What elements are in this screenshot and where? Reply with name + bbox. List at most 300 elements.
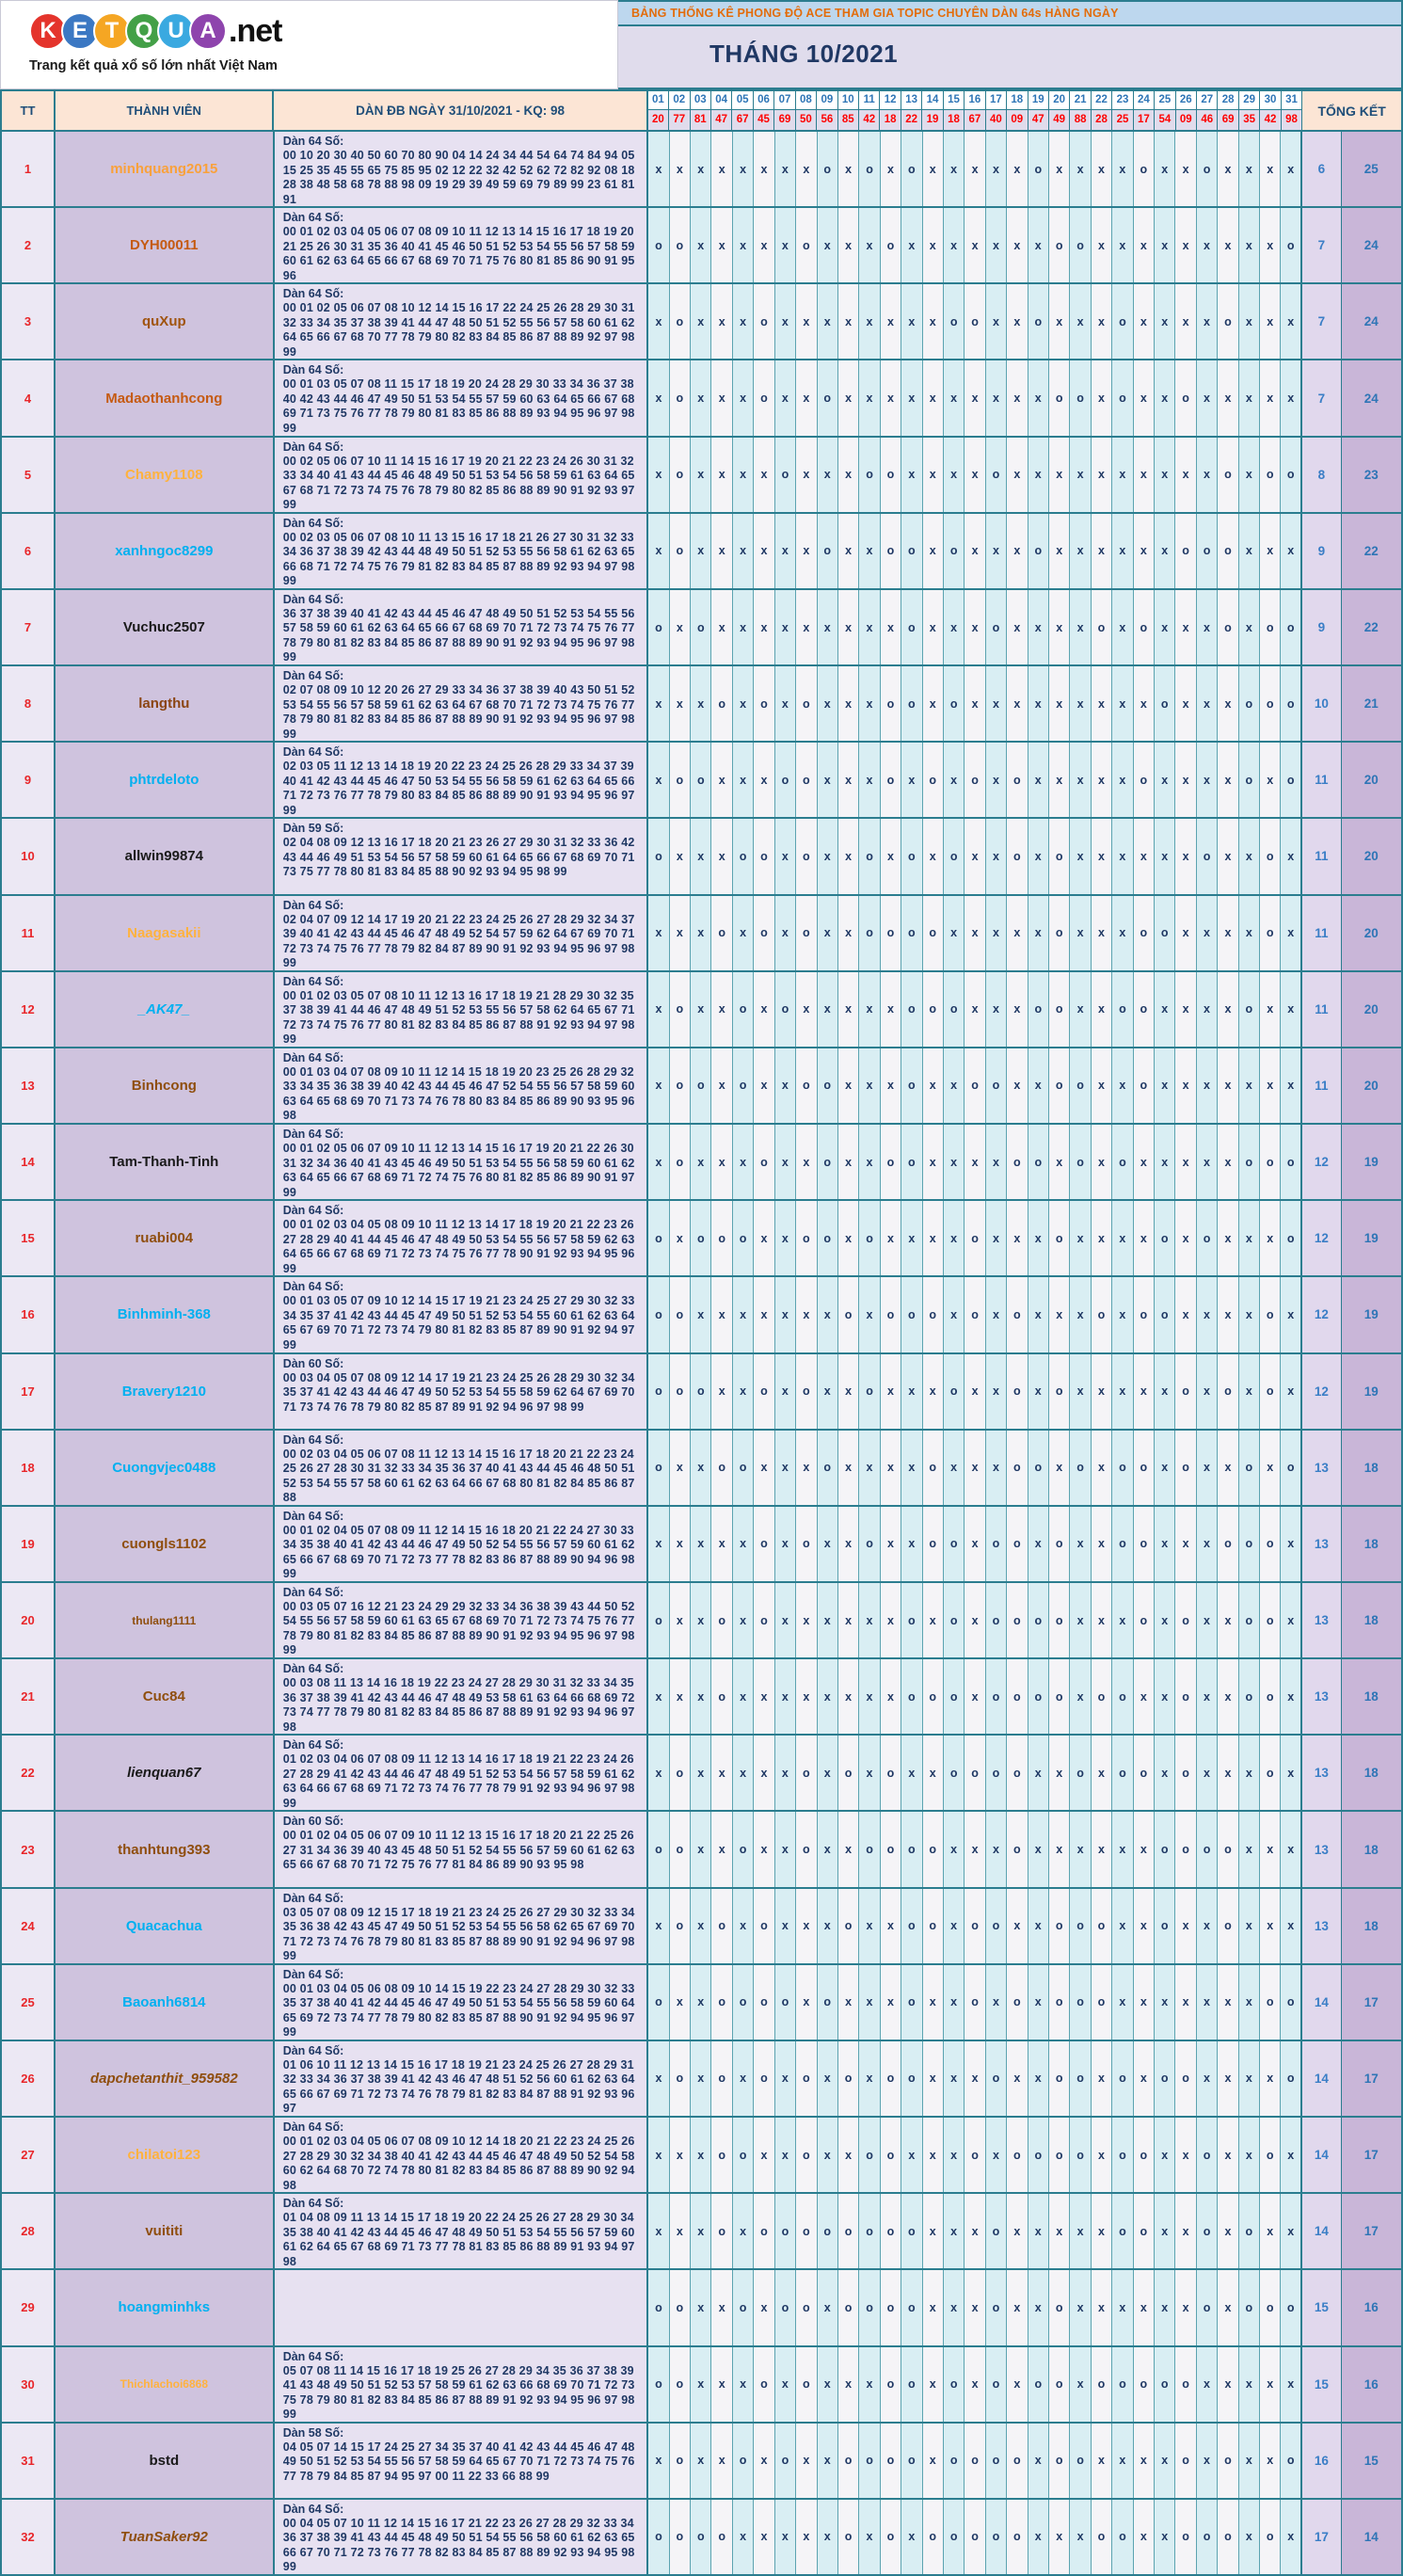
day-mark: x — [838, 1125, 859, 1199]
member-name[interactable]: vuititi — [56, 2194, 275, 2268]
day-mark: x — [986, 1812, 1007, 1886]
day-mark: x — [1239, 2500, 1260, 2574]
day-mark: x — [838, 1812, 859, 1886]
member-name[interactable]: thulang1111 — [56, 1583, 275, 1657]
day-mark: x — [754, 1201, 774, 1275]
day-mark: o — [796, 819, 817, 893]
day-mark: x — [986, 666, 1007, 741]
member-name[interactable]: Quacachua — [56, 1889, 275, 1963]
day-mark: x — [1218, 360, 1238, 435]
day-mark: o — [881, 438, 901, 512]
total-miss: 13 — [1302, 1736, 1342, 1810]
day-mark: x — [1092, 284, 1112, 359]
day-mark: x — [1092, 1812, 1112, 1886]
day-mark: x — [648, 284, 669, 359]
day-mark: o — [1007, 1812, 1028, 1886]
day-mark: x — [1155, 2500, 1175, 2574]
total-hit: 24 — [1342, 284, 1403, 359]
day-result: 77 — [669, 110, 690, 131]
day-mark: o — [1197, 2270, 1218, 2344]
member-name[interactable]: hoangminhks — [56, 2270, 275, 2344]
day-mark: o — [733, 1431, 754, 1505]
member-name[interactable]: lienquan67 — [56, 1736, 275, 1810]
day-mark: x — [1281, 1659, 1301, 1734]
row-index: 10 — [2, 819, 56, 893]
day-mark: o — [1197, 2500, 1218, 2574]
day-mark: x — [986, 1277, 1007, 1352]
day-mark: o — [923, 896, 944, 970]
day-mark: o — [986, 1583, 1007, 1657]
member-name[interactable]: allwin99874 — [56, 819, 275, 893]
member-name[interactable]: cuongls1102 — [56, 1507, 275, 1581]
day-mark: x — [691, 2270, 711, 2344]
day-mark: x — [1092, 972, 1112, 1047]
day-mark: x — [670, 1965, 691, 2040]
day-mark: o — [1049, 1659, 1070, 1734]
dan-numbers: 00 01 02 03 04 05 06 07 08 09 10 11 12 13 14 15 16 17 18 19 20 21 25 26 30 31 35 36 40 41 45 46 50 51 52 53 54 55 56 57 58 59 60 61 62 63 64 65 66 67 68 69 70 71 75 76 80 81 85 86 90 91 95 96 — [282, 225, 635, 282]
day-mark: x — [1239, 360, 1260, 435]
dan-label: Dàn 64 Số: — [282, 2120, 344, 2135]
day-mark: x — [670, 2194, 691, 2268]
day-mark: x — [1092, 1583, 1112, 1657]
dan-numbers: 00 03 05 07 16 12 21 23 24 29 29 32 33 34 36 38 39 43 44 50 52 54 55 56 57 58 59 60 61 63 65 67 68 69 70 71 72 73 74 75 76 77 78 79 80 81 82 83 84 85 86 87 88 89 90 91 92 93 94 95 96 97 98 99 — [282, 1599, 635, 1657]
day-mark: o — [818, 514, 838, 588]
dan-label: Dàn 64 Số: — [282, 1050, 344, 1064]
day-mark: x — [944, 1889, 965, 1963]
member-name[interactable]: chilatoi123 — [56, 2118, 275, 2192]
day-mark: o — [670, 1812, 691, 1886]
day-mark: x — [1155, 1354, 1175, 1429]
day-mark: o — [775, 972, 796, 1047]
day-mark: x — [901, 438, 922, 512]
day-mark: o — [965, 1048, 985, 1123]
row-index: 23 — [2, 1812, 56, 1886]
day-mark: o — [1281, 590, 1301, 664]
day-mark: x — [1049, 743, 1070, 817]
day-mark: o — [711, 896, 732, 970]
day-mark: o — [1070, 1125, 1091, 1199]
day-mark: x — [818, 2500, 838, 2574]
day-mark: x — [733, 1125, 754, 1199]
member-name[interactable]: xanhngoc8299 — [56, 514, 275, 588]
day-mark: x — [1134, 1889, 1155, 1963]
day-mark: x — [1049, 284, 1070, 359]
member-name[interactable]: dapchetanthit_959582 — [56, 2041, 275, 2116]
day-mark: x — [648, 2424, 669, 2498]
day-mark: o — [1112, 2347, 1133, 2422]
day-mark: x — [859, 972, 880, 1047]
total-miss: 13 — [1302, 1812, 1342, 1886]
total-hit: 24 — [1342, 208, 1403, 282]
day-mark: x — [838, 2118, 859, 2192]
day-mark: o — [1175, 514, 1196, 588]
table-row — [2, 896, 1403, 972]
member-name[interactable]: Cuongvjec0488 — [56, 1431, 275, 1505]
day-mark: x — [1155, 2118, 1175, 2192]
day-mark: x — [1007, 284, 1028, 359]
day-mark: x — [1112, 666, 1133, 741]
day-mark: o — [901, 1659, 922, 1734]
column-header-dan: DÀN ĐB NGÀY 31/10/2021 - KQ: 98 — [274, 89, 647, 130]
day-mark: x — [711, 1048, 732, 1123]
day-mark: o — [1260, 590, 1281, 664]
day-mark: o — [1239, 666, 1260, 741]
day-mark: x — [711, 2424, 732, 2498]
day-mark: x — [1070, 284, 1091, 359]
day-header: 16 — [965, 89, 985, 110]
day-mark: o — [881, 743, 901, 817]
day-header: 20 — [1049, 89, 1070, 110]
day-mark: o — [1070, 2118, 1091, 2192]
day-mark: x — [796, 1659, 817, 1734]
day-mark: o — [1218, 514, 1238, 588]
day-mark: x — [1239, 1736, 1260, 1810]
day-mark: o — [901, 1277, 922, 1352]
day-mark: x — [965, 896, 985, 970]
day-mark: x — [923, 1354, 944, 1429]
day-mark: x — [1197, 666, 1218, 741]
day-mark: x — [1007, 132, 1028, 206]
day-mark: x — [965, 1812, 985, 1886]
day-mark: x — [1155, 360, 1175, 435]
member-dan-cell — [275, 1812, 649, 1886]
day-mark: x — [648, 1659, 669, 1734]
day-mark: x — [1218, 1201, 1238, 1275]
day-mark: x — [1239, 1889, 1260, 1963]
row-index: 19 — [2, 1507, 56, 1581]
day-mark: x — [648, 360, 669, 435]
day-mark: x — [711, 1507, 732, 1581]
day-header: 10 — [838, 89, 859, 110]
member-name[interactable]: Baoanh6814 — [56, 1965, 275, 2040]
day-mark: x — [859, 1583, 880, 1657]
member-name[interactable]: Bravery1210 — [56, 1354, 275, 1429]
day-mark: o — [775, 2424, 796, 2498]
total-hit: 18 — [1342, 1736, 1403, 1810]
day-mark: x — [648, 972, 669, 1047]
day-mark: o — [711, 2041, 732, 2116]
member-name[interactable]: bstd — [56, 2424, 275, 2498]
day-header: 03 — [691, 89, 711, 110]
member-name[interactable]: quXup — [56, 284, 275, 359]
day-mark: o — [881, 1736, 901, 1810]
day-mark: o — [1218, 284, 1238, 359]
day-mark: o — [965, 2500, 985, 2574]
day-mark: x — [965, 208, 985, 282]
day-mark: o — [818, 1431, 838, 1505]
dan-numbers: 00 01 03 04 05 06 08 09 10 14 15 19 22 23 24 27 28 29 30 32 33 35 37 38 40 41 42 44 45 46 47 49 50 51 53 54 55 56 58 59 60 64 65 69 72 73 74 77 78 79 80 82 83 85 87 88 90 91 92 94 95 96 97 99 — [282, 1981, 635, 2040]
day-mark: x — [670, 132, 691, 206]
dan-numbers: 36 37 38 39 40 41 42 43 44 45 46 47 48 49 50 51 52 53 54 55 56 57 58 59 60 61 62 63 64 65 66 67 68 69 70 71 72 73 74 75 76 77 78 79 80 81 82 83 84 85 86 87 88 89 90 91 92 93 94 95 96 97 98 99 — [282, 606, 635, 664]
day-mark: x — [796, 1431, 817, 1505]
day-mark: o — [796, 208, 817, 282]
member-name[interactable]: Tam-Thanh-Tinh — [56, 1125, 275, 1199]
day-mark: x — [818, 1507, 838, 1581]
day-mark: o — [1112, 1431, 1133, 1505]
total-hit: 21 — [1342, 666, 1403, 741]
day-mark: x — [881, 284, 901, 359]
day-mark: o — [1175, 360, 1196, 435]
day-mark: o — [859, 1354, 880, 1429]
member-name[interactable]: Binhminh-368 — [56, 1277, 275, 1352]
day-mark: x — [965, 132, 985, 206]
day-mark: o — [944, 2424, 965, 2498]
day-mark: x — [648, 1048, 669, 1123]
day-mark: o — [1007, 2424, 1028, 2498]
day-mark: x — [1218, 1277, 1238, 1352]
day-header: 01 — [648, 89, 669, 110]
dan-numbers: 05 07 08 11 14 15 16 17 18 19 25 26 27 28 29 34 35 36 37 38 39 41 43 48 49 50 51 52 53 57 58 59 61 62 63 66 68 69 70 71 72 73 75 78 79 80 81 82 83 84 85 86 87 88 89 91 92 93 94 95 96 97 98 99 — [282, 2363, 635, 2422]
day-mark: o — [1007, 1125, 1028, 1199]
day-mark: x — [923, 1048, 944, 1123]
member-name[interactable]: TuanSaker92 — [56, 2500, 275, 2574]
day-mark: x — [733, 2194, 754, 2268]
day-mark: o — [1218, 1354, 1238, 1429]
day-mark: x — [1112, 2424, 1133, 2498]
day-mark: o — [1028, 2347, 1049, 2422]
row-index: 12 — [2, 972, 56, 1047]
day-mark: x — [775, 1889, 796, 1963]
day-mark: o — [1028, 132, 1049, 206]
day-mark: x — [775, 1507, 796, 1581]
day-mark: x — [1112, 1201, 1133, 1275]
day-mark: x — [901, 1201, 922, 1275]
day-mark: x — [859, 2500, 880, 2574]
day-result: 45 — [754, 110, 774, 131]
day-mark: o — [1070, 1431, 1091, 1505]
day-mark: x — [1197, 1507, 1218, 1581]
day-mark: o — [775, 438, 796, 512]
day-mark: o — [1155, 2041, 1175, 2116]
day-mark: x — [648, 1736, 669, 1810]
dan-label: Dàn 64 Số: — [282, 363, 344, 377]
day-mark: x — [1070, 2270, 1091, 2344]
day-mark: x — [818, 1659, 838, 1734]
day-mark: x — [711, 284, 732, 359]
day-mark: x — [923, 590, 944, 664]
day-mark: x — [1260, 2194, 1281, 2268]
day-mark: x — [1239, 132, 1260, 206]
total-hit: 20 — [1342, 1048, 1403, 1123]
day-mark: x — [965, 1354, 985, 1429]
member-name[interactable]: Chamy1108 — [56, 438, 275, 512]
day-mark: o — [1112, 972, 1133, 1047]
day-mark: o — [796, 896, 817, 970]
day-mark: x — [1281, 1277, 1301, 1352]
day-mark: x — [691, 2347, 711, 2422]
day-mark: x — [901, 284, 922, 359]
day-mark: x — [1007, 1889, 1028, 1963]
day-mark: x — [1134, 2424, 1155, 2498]
day-mark: x — [1028, 208, 1049, 282]
day-mark: x — [754, 208, 774, 282]
day-mark: x — [818, 2041, 838, 2116]
day-mark: o — [1218, 2424, 1238, 2498]
day-mark: x — [733, 360, 754, 435]
day-mark: o — [1007, 1736, 1028, 1810]
day-mark: x — [1197, 1048, 1218, 1123]
day-header: 05 — [732, 89, 753, 110]
day-mark: o — [838, 2270, 859, 2344]
day-mark: x — [1028, 819, 1049, 893]
day-mark: o — [1239, 1583, 1260, 1657]
day-mark: o — [1175, 1431, 1196, 1505]
member-name[interactable]: minhquang2015 — [56, 132, 275, 206]
day-mark: x — [923, 2118, 944, 2192]
day-mark: o — [1260, 1277, 1281, 1352]
day-mark: x — [1070, 2500, 1091, 2574]
day-mark: o — [838, 2041, 859, 2116]
day-mark: x — [944, 2270, 965, 2344]
member-name[interactable]: thanhtung393 — [56, 1812, 275, 1886]
total-hit: 17 — [1342, 2041, 1403, 2116]
day-mark: o — [1197, 1201, 1218, 1275]
day-mark: x — [670, 666, 691, 741]
day-mark: x — [986, 1125, 1007, 1199]
day-mark: x — [733, 590, 754, 664]
day-mark: x — [859, 1048, 880, 1123]
day-mark: o — [1134, 1431, 1155, 1505]
day-mark: x — [691, 1659, 711, 1734]
day-mark: x — [775, 1048, 796, 1123]
day-mark: x — [775, 2118, 796, 2192]
day-mark: x — [1092, 2118, 1112, 2192]
day-mark: x — [1239, 590, 1260, 664]
day-mark: x — [1197, 1431, 1218, 1505]
day-mark: x — [818, 284, 838, 359]
day-mark: x — [838, 819, 859, 893]
total-miss: 12 — [1302, 1125, 1342, 1199]
day-mark: x — [1134, 1354, 1155, 1429]
day-mark: x — [1134, 514, 1155, 588]
day-mark: x — [1070, 2347, 1091, 2422]
day-mark: x — [691, 896, 711, 970]
day-mark: x — [775, 1812, 796, 1886]
dan-numbers: 00 01 02 04 05 06 07 09 10 11 12 13 15 16 17 18 20 21 22 25 26 27 31 34 36 39 40 43 45 48 50 51 52 54 55 56 57 59 60 61 62 63 65 66 67 68 70 71 72 75 76 77 81 84 86 89 90 93 95 98 — [282, 1829, 635, 1872]
day-mark: x — [733, 1736, 754, 1810]
day-mark: x — [986, 360, 1007, 435]
member-name[interactable]: Madaothanhcong — [56, 360, 275, 435]
total-miss: 7 — [1302, 208, 1342, 282]
day-mark: o — [901, 896, 922, 970]
day-mark: x — [796, 590, 817, 664]
day-result: 67 — [965, 110, 985, 131]
day-mark: x — [733, 208, 754, 282]
total-miss: 14 — [1302, 2118, 1342, 2192]
total-miss: 11 — [1302, 1048, 1342, 1123]
day-mark: x — [923, 1201, 944, 1275]
row-index: 28 — [2, 2194, 56, 2268]
day-mark: o — [923, 1659, 944, 1734]
day-mark: x — [923, 2424, 944, 2498]
day-mark: x — [754, 1431, 774, 1505]
member-name[interactable]: Thichlachoi6868 — [56, 2347, 275, 2422]
day-mark: x — [965, 1583, 985, 1657]
day-mark: x — [1007, 590, 1028, 664]
day-mark: o — [754, 1354, 774, 1429]
member-name[interactable]: Binhcong — [56, 1048, 275, 1123]
day-mark: o — [1112, 1736, 1133, 1810]
day-mark: o — [754, 819, 774, 893]
day-mark: x — [818, 590, 838, 664]
header-titles — [618, 0, 1403, 89]
day-mark: o — [901, 2194, 922, 2268]
day-mark: x — [711, 1354, 732, 1429]
day-mark: x — [901, 1507, 922, 1581]
day-mark: o — [754, 2347, 774, 2422]
day-mark: x — [965, 2041, 985, 2116]
member-name[interactable]: phtrdeloto — [56, 743, 275, 817]
day-mark: x — [1112, 1889, 1133, 1963]
day-mark: x — [1112, 743, 1133, 817]
day-mark: x — [944, 1965, 965, 2040]
day-mark: o — [1197, 819, 1218, 893]
day-mark: x — [1049, 438, 1070, 512]
day-mark: o — [1239, 972, 1260, 1047]
day-mark: x — [1281, 1736, 1301, 1810]
day-result: 69 — [774, 110, 795, 131]
member-name[interactable]: _AK47_ — [56, 972, 275, 1047]
member-name[interactable]: DYH00011 — [56, 208, 275, 282]
day-mark: x — [1112, 1812, 1133, 1886]
day-mark: o — [1112, 2194, 1133, 2268]
day-mark: x — [670, 819, 691, 893]
member-name[interactable]: Naagasakii — [56, 896, 275, 970]
day-mark: o — [711, 1659, 732, 1734]
day-mark: o — [1049, 819, 1070, 893]
total-hit: 24 — [1342, 360, 1403, 435]
day-mark: x — [775, 1201, 796, 1275]
day-mark: x — [691, 2118, 711, 2192]
day-mark: x — [1218, 2347, 1238, 2422]
day-mark: o — [754, 284, 774, 359]
day-mark: x — [733, 1354, 754, 1429]
day-mark: x — [1070, 2194, 1091, 2268]
row-index: 29 — [2, 2270, 56, 2344]
day-mark: x — [965, 819, 985, 893]
total-hit: 15 — [1342, 2424, 1403, 2498]
day-mark: o — [901, 972, 922, 1047]
day-mark: o — [901, 590, 922, 664]
day-mark: x — [711, 514, 732, 588]
day-mark: o — [965, 1277, 985, 1352]
dan-label: Dàn 64 Số: — [282, 2043, 344, 2057]
day-mark: x — [1239, 208, 1260, 282]
day-mark: o — [859, 1812, 880, 1886]
day-mark: x — [711, 1736, 732, 1810]
day-mark: o — [818, 360, 838, 435]
day-mark: x — [733, 2041, 754, 2116]
day-mark: x — [901, 2500, 922, 2574]
member-name[interactable]: Cuc84 — [56, 1659, 275, 1734]
day-mark: o — [965, 1201, 985, 1275]
day-mark: x — [1007, 2194, 1028, 2268]
day-mark: x — [670, 1431, 691, 1505]
day-mark: x — [648, 132, 669, 206]
day-mark: x — [1218, 819, 1238, 893]
total-miss: 6 — [1302, 132, 1342, 206]
day-mark: x — [711, 1812, 732, 1886]
member-name[interactable]: langthu — [56, 666, 275, 741]
member-name[interactable]: Vuchuc2507 — [56, 590, 275, 664]
day-mark: o — [670, 1354, 691, 1429]
day-mark: x — [986, 1201, 1007, 1275]
day-mark: o — [1281, 1201, 1301, 1275]
day-mark: x — [1218, 1965, 1238, 2040]
site-logo[interactable] — [0, 0, 618, 89]
member-name[interactable]: ruabi004 — [56, 1201, 275, 1275]
day-mark: o — [838, 1736, 859, 1810]
